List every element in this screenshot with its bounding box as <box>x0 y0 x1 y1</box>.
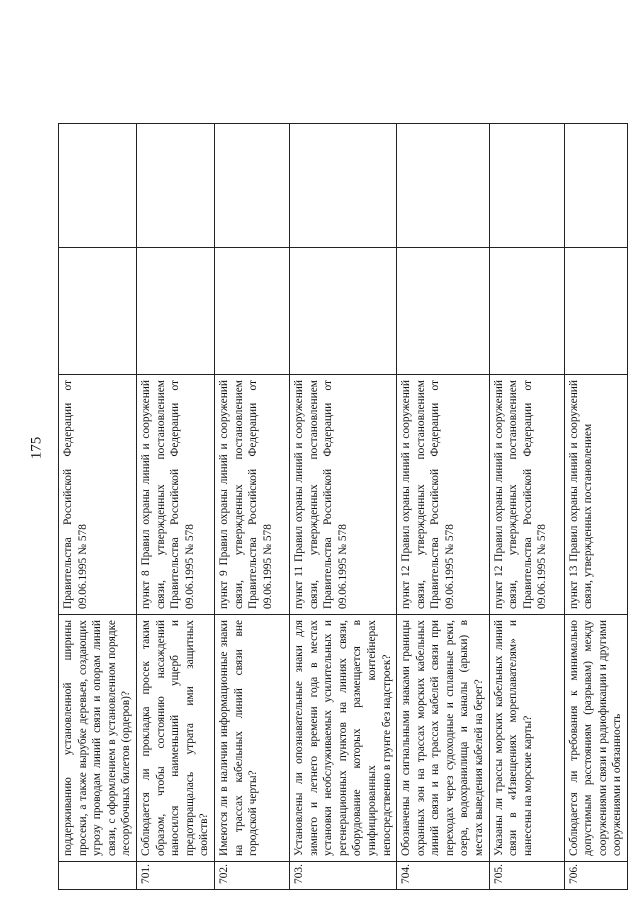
empty-cell <box>564 124 627 248</box>
question-text: Имеются ли в наличии информационные знаки на трассах кабельных линий связи вне городской черты? <box>214 615 289 862</box>
question-text: Соблюдается ли требования к минимально допустимым расстояниям (разрывам) между сооружениями связи и радиофикации и другими сооружениями и обязанность <box>564 615 627 862</box>
table-row <box>564 124 627 890</box>
table-row <box>397 124 490 890</box>
empty-cell <box>489 248 564 375</box>
empty-cell <box>59 248 137 375</box>
question-text: Установлены ли опознавательные знаки для зимнего и летнего времени года в местах установки необслуживаемых усилительных и регенерационных пунктов на линиях связи, оборудование которых размещается в унифицированных контейнерах непосредственно в грунте без надстроек? <box>289 615 396 862</box>
empty-cell <box>397 124 490 248</box>
checklist-table <box>58 123 628 890</box>
page-number: 175 <box>28 436 45 460</box>
empty-cell <box>289 248 396 375</box>
row-number <box>59 862 137 890</box>
empty-cell <box>397 248 490 375</box>
row-number: 703. <box>289 862 396 890</box>
legal-basis-text: пункт 12 Правил охраны линий и сооружений связи, утвержденных постановлением Правительства Российской Федерации от 09.06.1995 № 578 <box>397 375 490 615</box>
question-text: Обозначены ли сигнальными знаками границы охранных зон на трассах морских кабельных линий связи и на трассах кабелей связи при переходах через судоходные и сплавные реки, озера, водохранилища и каналы (арыки) в местах выведения кабелей на берег? <box>397 615 490 862</box>
row-number: 704. <box>397 862 490 890</box>
legal-basis-text: пункт 12 Правил охраны линий и сооружений связи, утвержденных постановлением Правительства Российской Федерации от 09.06.1995 № 578 <box>489 375 564 615</box>
empty-cell <box>59 124 137 248</box>
empty-cell <box>136 248 214 375</box>
table-row <box>136 124 214 890</box>
empty-cell <box>214 124 289 248</box>
legal-basis-text: Правительства Российской Федерации от 09.06.1995 № 578 <box>59 375 137 615</box>
question-text: Соблюдается ли прокладка просек таким образом, чтобы состоянию насаждений наносился наименьший ущерб и предотвращалась утрата ими защитных свойств? <box>136 615 214 862</box>
empty-cell <box>214 248 289 375</box>
legal-basis-text: пункт 8 Правил охраны линий и сооружений связи, утвержденных постановлением Правительства Российской Федерации от 09.06.1995 № 578 <box>136 375 214 615</box>
legal-basis-text: пункт 13 Правил охраны линий и сооружений связи, утвержденных постановлением <box>564 375 627 615</box>
empty-cell <box>136 124 214 248</box>
legal-basis-text: пункт 9 Правил охраны линий и сооружений связи, утвержденных постановлением Правительства Российской Федерации от 09.06.1995 № 578 <box>214 375 289 615</box>
empty-cell <box>289 124 396 248</box>
table-row <box>489 124 564 890</box>
table-row <box>59 124 137 890</box>
table-row <box>289 124 396 890</box>
empty-cell <box>489 124 564 248</box>
row-number: 705. <box>489 862 564 890</box>
legal-basis-text: пункт 11 Правил охраны линий и сооружений связи, утвержденных постановлением Правительства Российской Федерации от 09.06.1995 № 578 <box>289 375 396 615</box>
rotated-table-wrapper <box>58 124 624 890</box>
table-row <box>214 124 289 890</box>
row-number: 702. <box>214 862 289 890</box>
row-number: 706. <box>564 862 627 890</box>
row-number: 701. <box>136 862 214 890</box>
empty-cell <box>564 248 627 375</box>
question-text: Указаны ли трассы морских кабельных линий связи в «Извещениях мореплавателям» и нанесены на морские карты? <box>489 615 564 862</box>
question-text: поддерживанию установленной ширины просеки, а также вырубке деревьев, создающих угрозу проводам линий связи и опорам линий связи, с оформлением в установленном порядке лесорубочных билетов (ордеров)? <box>59 615 137 862</box>
